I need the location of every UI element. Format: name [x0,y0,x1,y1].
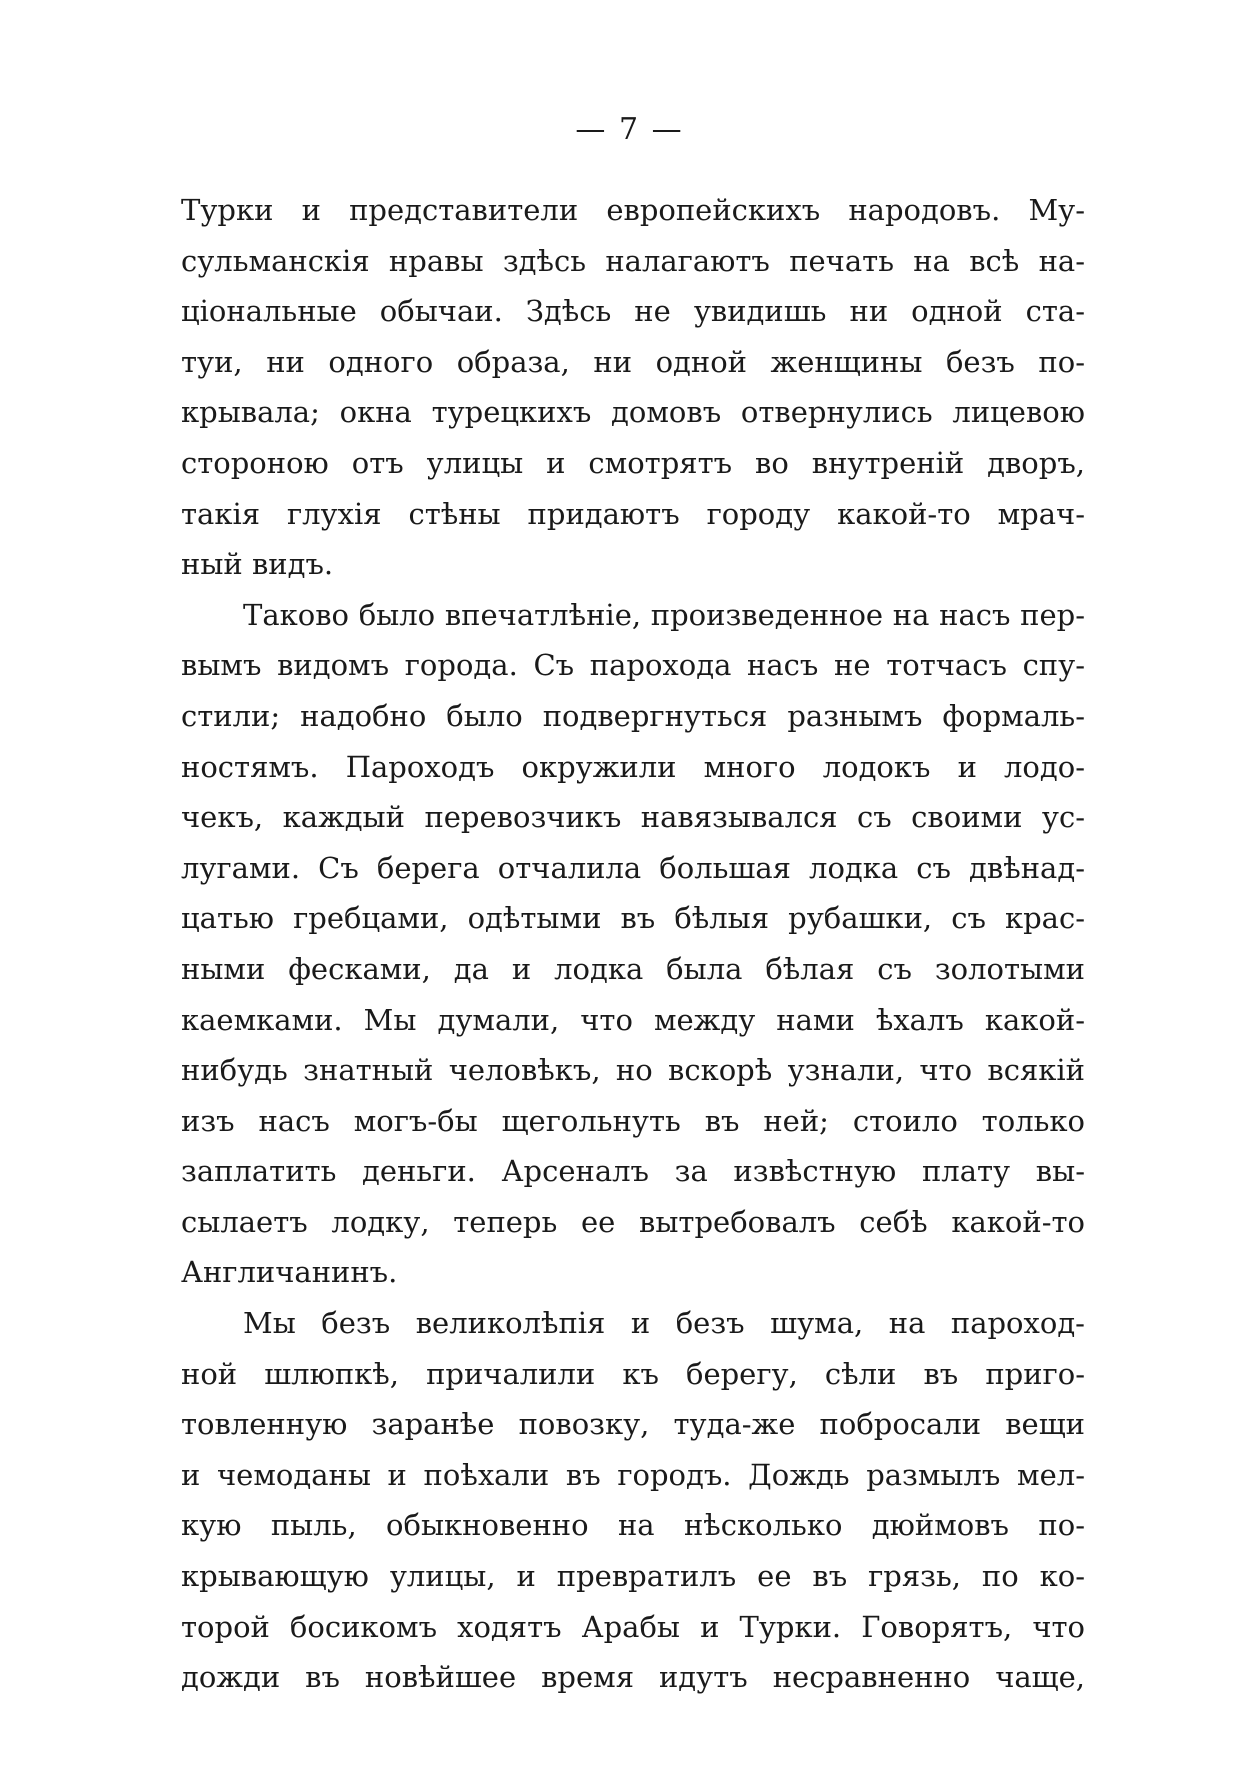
text-line: сульманскія нравы здѣсь налагаютъ печать на всѣ на- [181,243,1085,278]
text-line: стили; надобно было подвергнуться разнымъ формаль- [181,698,1085,733]
text-line: товленную заранѣе повозку, туда-же побросали вещи [181,1407,1085,1442]
text-line: Турки и представители европейскихъ народовъ. Му- [181,193,1085,227]
text-line: Мы безъ великолѣпія и безъ шума, на пароход- [243,1306,1085,1341]
paragraph-2 [181,590,1085,1298]
text-line: такія глухія стѣны придаютъ городу какой-то мрач- [181,496,1085,531]
text-line: Англичанинъ. [181,1255,398,1290]
text-line: Таково было впечатлѣніе, произведенное на насъ пер- [243,597,1085,632]
text-line: цатью гребцами, одѣтыми въ бѣлыя рубашки, съ крас- [181,901,1085,936]
text-line: ной шлюпкѣ, причалили къ берегу, сѣли въ приго- [181,1356,1085,1391]
text-line: кую пыль, обыкновенно на нѣсколько дюймовъ по- [181,1508,1085,1543]
text-line: каемками. Мы думали, что между нами ѣхалъ какой- [181,1002,1085,1037]
page-number: — 7 — [575,112,684,147]
text-line: нибудь знатный человѣкъ, но вскорѣ узнали, что всякій [181,1053,1085,1088]
text-line: крывала; окна турецкихъ домовъ отвернулись лицевою [181,395,1085,430]
text-line: ціональные обычаи. Здѣсь не увидишь ни одной ста- [181,294,1085,329]
text-line: ностямъ. Пароходъ окружили много лодокъ и лодо- [181,749,1085,784]
body-text [181,185,1085,1703]
text-line: лугами. Съ берега отчалила большая лодка съ двѣнад- [181,850,1085,885]
text-line: дожди въ новѣйшее время идутъ несравненно чаще, [181,1660,1085,1695]
text-line: ными фесками, да и лодка была бѣлая съ золотыми [181,951,1085,986]
text-line: крывающую улицы, и превратилъ ее въ грязь, по ко- [181,1559,1085,1594]
text-line: и чемоданы и поѣхали въ городъ. Дождь размылъ мел- [181,1457,1085,1492]
paragraph-3 [181,1298,1085,1703]
text-line: заплатить деньги. Арсеналъ за извѣстную плату вы- [181,1154,1085,1189]
text-line: сылаетъ лодку, теперь ее вытребовалъ себѣ какой-то [181,1204,1085,1239]
text-line: чекъ, каждый перевозчикъ навязывался съ своими ус- [181,800,1085,835]
text-line: стороною отъ улицы и смотрятъ во внутреній дворъ, [181,445,1085,480]
text-line: торой босикомъ ходятъ Арабы и Турки. Говорятъ, что [181,1609,1085,1644]
text-line: изъ насъ могъ-бы щегольнуть въ ней; стоило только [181,1103,1085,1138]
text-line: туи, ни одного образа, ни одной женщины безъ по- [181,344,1085,379]
text-line: вымъ видомъ города. Съ парохода насъ не тотчасъ спу- [181,648,1085,683]
text-line: ный видъ. [181,547,334,582]
paragraph-1 [181,185,1085,590]
